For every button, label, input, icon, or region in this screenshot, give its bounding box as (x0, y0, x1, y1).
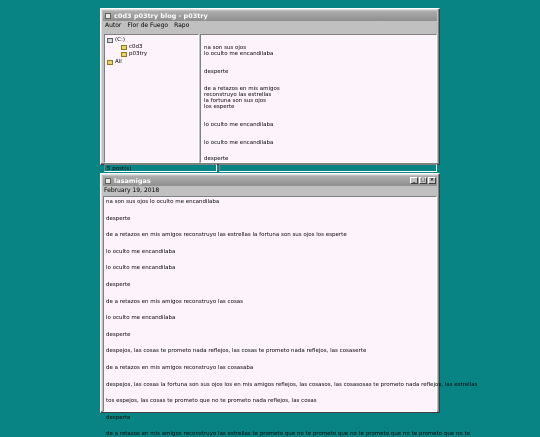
status-post-count: 5 post(s) (104, 164, 217, 172)
drive-icon (107, 38, 113, 43)
close-button[interactable]: × (429, 177, 435, 183)
post-line: na son sus ojos lo oculto me encandilaba (106, 199, 220, 205)
post-line: de a retazos en mis amigos reconstruyo las estrellas la fortuna son sus ojos los esperte (106, 232, 347, 239)
tree-item-p03try[interactable]: p03try (121, 51, 147, 57)
folder-tree (104, 34, 199, 163)
post-line: tos espejos, las cosas te prometo que no te prometo nada reflejos, las cosas (106, 398, 317, 405)
menu-bar (103, 21, 437, 30)
blog-window-titlebar[interactable] (103, 11, 437, 21)
blog-window-title: c0d3 p03try blog - p03try (114, 12, 208, 20)
post-line: despejos, las cosas te prometo nada reflejos, las cosas te prometo nada reflejos, las cosaserte (106, 348, 367, 355)
folder-icon (121, 52, 127, 57)
window-icon (105, 178, 111, 184)
folder-icon (121, 45, 127, 50)
post-line: desperte (106, 215, 131, 222)
post-text: lo oculto me encandilaba (204, 140, 274, 146)
folder-icon (107, 60, 113, 65)
post-line: desperte (106, 331, 131, 338)
post-text: lo oculto me encandilaba (204, 122, 274, 128)
post-window (100, 173, 478, 437)
post-text: de a retazos en mis amigos reconstruyo las estrellas la fortuna son sus ojos los esperte (204, 86, 280, 110)
menu-rapo[interactable]: Rapo (174, 22, 190, 29)
post-line: desperte (106, 281, 131, 288)
menu-autor[interactable]: Autor (105, 22, 122, 29)
menu-flor-de-fuego[interactable]: Flor de Fuego (127, 22, 169, 29)
post-line: lo oculto me encandilaba (106, 315, 176, 322)
post-date: February 19, 2018 (104, 187, 160, 194)
maximize-button[interactable]: □ (420, 177, 426, 183)
post-line: desperte (106, 414, 131, 421)
post-line: de a retazos en mis amigos reconstruyo las cosas (106, 298, 244, 305)
post-text: na son sus ojos lo oculto me encandilaba (204, 45, 274, 57)
post-line: de a retazos en mis amigos reconstruyo las estrellas te prometo que no te prometo que no te prometo que no te prometo que no te (106, 431, 471, 437)
tree-item-all[interactable]: All (107, 59, 122, 65)
post-text: desperte (204, 156, 229, 162)
tree-item-c0d3[interactable]: c0d3 (121, 44, 143, 50)
post-window-titlebar[interactable] (103, 176, 437, 186)
post-line: de a retazos en mis amigos reconstruyo las cosasaba (106, 364, 254, 371)
post-body[interactable] (103, 196, 478, 437)
minimize-button[interactable]: _ (410, 177, 418, 184)
post-line: lo oculto me encandilaba (106, 248, 176, 255)
post-line: lo oculto me encandilaba (106, 265, 176, 272)
post-window-title: lasamigas (114, 177, 151, 185)
tree-drive[interactable]: (C:) (107, 37, 125, 43)
blog-window (100, 8, 440, 172)
post-text: desperte (204, 69, 229, 75)
window-icon (105, 13, 111, 19)
post-content-pane[interactable] (200, 34, 437, 163)
post-line: despejos, las cosas la fortuna son sus ojos los en mis amigos reflejos, las cosasos, las cosasosas te prometo nada reflejos, las estrellas (106, 381, 478, 388)
status-panel (219, 164, 437, 172)
